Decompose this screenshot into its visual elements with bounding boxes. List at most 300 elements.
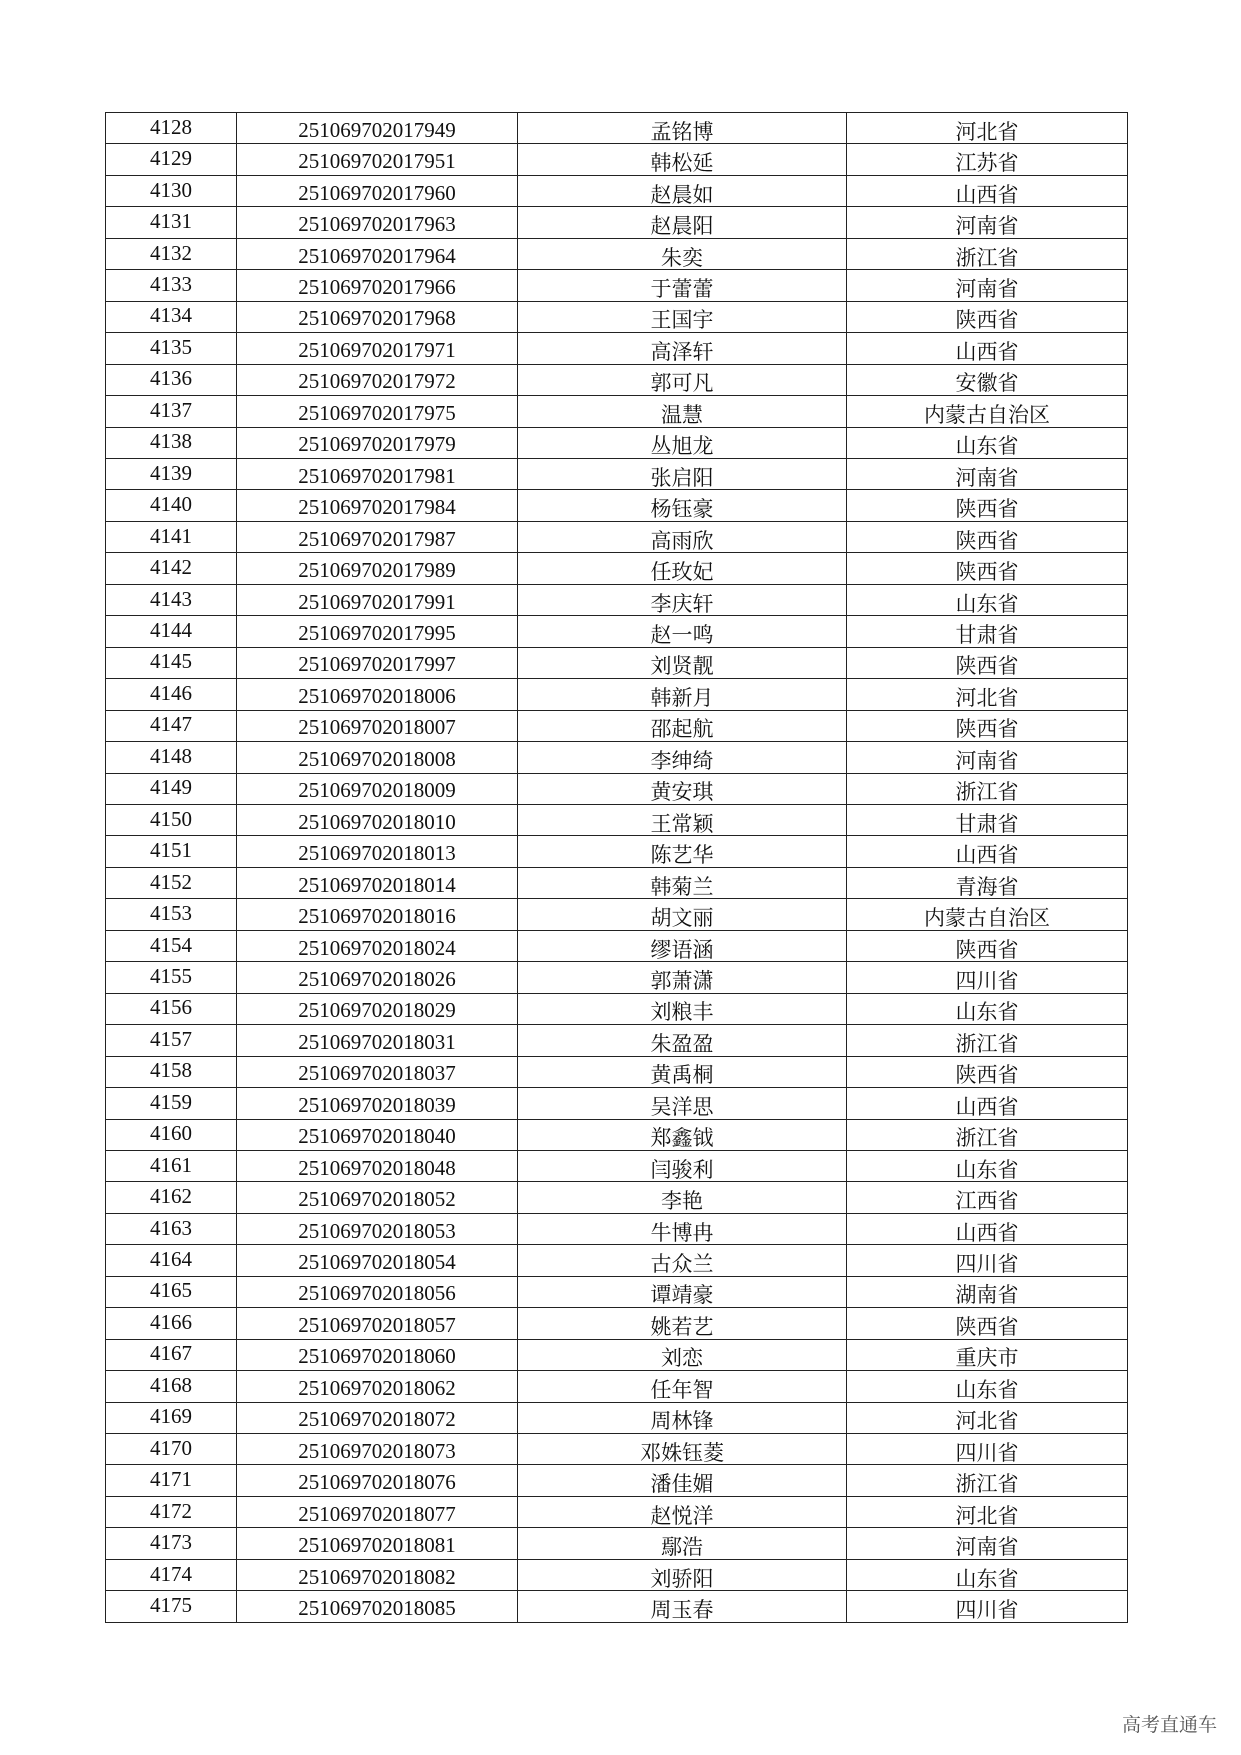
province-cell: [847, 238, 1128, 269]
exam-number: 251069702018077: [298, 1501, 456, 1526]
row-index: 4133: [150, 271, 192, 296]
exam-number-cell: [237, 113, 518, 144]
student-name: 刘粮丰: [650, 1000, 714, 1025]
table-row: [106, 710, 1128, 741]
student-name-cell: [518, 1056, 847, 1087]
row-index: 4158: [150, 1058, 192, 1083]
student-name-cell: [518, 238, 847, 269]
row-index-cell: [106, 427, 237, 458]
student-name-cell: [518, 930, 847, 961]
row-index-cell: [106, 584, 237, 615]
province: 陕西省: [955, 654, 1019, 679]
exam-number-cell: [237, 1591, 518, 1622]
student-name-cell: [518, 710, 847, 741]
exam-number-cell: [237, 144, 518, 175]
table-row: [106, 1496, 1128, 1527]
exam-number: 251069702018024: [298, 935, 456, 960]
exam-number: 251069702018054: [298, 1250, 456, 1275]
student-name: 潘佳媚: [650, 1472, 714, 1497]
row-index-cell: [106, 238, 237, 269]
student-name-cell: [518, 207, 847, 238]
province-cell: [847, 458, 1128, 489]
student-name: 任年智: [650, 1377, 714, 1402]
exam-number-cell: [237, 1182, 518, 1213]
table-row: [106, 144, 1128, 175]
exam-number: 251069702018016: [298, 904, 456, 929]
row-index-cell: [106, 742, 237, 773]
table-row: [106, 1339, 1128, 1370]
province: 山西省: [955, 1094, 1019, 1119]
exam-number-cell: [237, 364, 518, 395]
province: 陕西省: [955, 937, 1019, 962]
row-index-cell: [106, 270, 237, 301]
row-index: 4128: [150, 114, 192, 139]
student-name-cell: [518, 427, 847, 458]
table-row: [106, 490, 1128, 521]
exam-number: 251069702017984: [298, 495, 456, 520]
exam-number: 251069702018085: [298, 1596, 456, 1621]
student-name-cell: [518, 616, 847, 647]
row-index-cell: [106, 679, 237, 710]
table-row: [106, 1308, 1128, 1339]
row-index: 4147: [150, 712, 192, 737]
student-name-cell: [518, 647, 847, 678]
row-index-cell: [106, 899, 237, 930]
exam-number: 251069702018010: [298, 809, 456, 834]
row-index: 4148: [150, 743, 192, 768]
exam-number-cell: [237, 1371, 518, 1402]
table-row: [106, 679, 1128, 710]
row-index: 4159: [150, 1089, 192, 1114]
table-row: [106, 647, 1128, 678]
exam-number: 251069702018062: [298, 1375, 456, 1400]
table-row: [106, 899, 1128, 930]
student-name-cell: [518, 1150, 847, 1181]
student-name-cell: [518, 364, 847, 395]
province-cell: [847, 836, 1128, 867]
province: 四川省: [955, 1598, 1019, 1623]
exam-number: 251069702018013: [298, 841, 456, 866]
exam-number: 251069702018060: [298, 1344, 456, 1369]
province-cell: [847, 144, 1128, 175]
student-name-cell: [518, 1308, 847, 1339]
student-name-cell: [518, 773, 847, 804]
student-name-cell: [518, 1559, 847, 1590]
row-index-cell: [106, 836, 237, 867]
row-index: 4146: [150, 680, 192, 705]
row-index-cell: [106, 1339, 237, 1370]
province-cell: [847, 553, 1128, 584]
row-index-cell: [106, 490, 237, 521]
exam-number: 251069702018008: [298, 746, 456, 771]
student-name: 孟铭博: [650, 119, 714, 144]
row-index-cell: [106, 1056, 237, 1087]
student-name: 王国宇: [650, 308, 714, 333]
province: 山东省: [955, 591, 1019, 616]
student-name: 李艳: [661, 1189, 703, 1214]
exam-number-cell: [237, 1025, 518, 1056]
student-name-cell: [518, 1465, 847, 1496]
province: 山东省: [955, 1157, 1019, 1182]
province: 陕西省: [955, 560, 1019, 585]
student-name: 丛旭龙: [650, 434, 714, 459]
province-cell: [847, 742, 1128, 773]
student-name: 古众兰: [650, 1252, 714, 1277]
province-cell: [847, 521, 1128, 552]
exam-number: 251069702018057: [298, 1312, 456, 1337]
table-row: [106, 301, 1128, 332]
student-name-cell: [518, 553, 847, 584]
exam-number-cell: [237, 993, 518, 1024]
row-index: 4142: [150, 555, 192, 580]
exam-number: 251069702018040: [298, 1124, 456, 1149]
exam-number: 251069702018053: [298, 1218, 456, 1243]
province: 青海省: [955, 874, 1019, 899]
row-index-cell: [106, 1528, 237, 1559]
row-index-cell: [106, 867, 237, 898]
province: 四川省: [955, 1440, 1019, 1465]
table-row: [106, 1056, 1128, 1087]
student-name-cell: [518, 144, 847, 175]
exam-number-cell: [237, 930, 518, 961]
table-row: [106, 1402, 1128, 1433]
student-name: 郑鑫钺: [650, 1126, 714, 1151]
row-index: 4144: [150, 617, 192, 642]
row-index: 4167: [150, 1341, 192, 1366]
province-cell: [847, 647, 1128, 678]
row-index: 4136: [150, 366, 192, 391]
row-index: 4168: [150, 1372, 192, 1397]
province: 甘肃省: [955, 811, 1019, 836]
student-name: 谭靖豪: [650, 1283, 714, 1308]
row-index: 4132: [150, 240, 192, 265]
student-name: 任玫妃: [650, 560, 714, 585]
province: 山东省: [955, 1377, 1019, 1402]
exam-number: 251069702017949: [298, 117, 456, 142]
row-index-cell: [106, 364, 237, 395]
student-name: 赵晨阳: [650, 214, 714, 239]
province: 河北省: [955, 1503, 1019, 1528]
province: 河北省: [955, 1409, 1019, 1434]
exam-number-cell: [237, 710, 518, 741]
row-index: 4152: [150, 869, 192, 894]
exam-number: 251069702018082: [298, 1564, 456, 1589]
student-name-cell: [518, 962, 847, 993]
exam-number: 251069702017997: [298, 652, 456, 677]
exam-number: 251069702017987: [298, 526, 456, 551]
row-index: 4130: [150, 177, 192, 202]
exam-number-cell: [237, 962, 518, 993]
exam-number: 251069702017991: [298, 589, 456, 614]
student-name-cell: [518, 1025, 847, 1056]
exam-number-cell: [237, 458, 518, 489]
exam-number-cell: [237, 427, 518, 458]
row-index-cell: [106, 333, 237, 364]
province: 陕西省: [955, 308, 1019, 333]
province: 河南省: [955, 214, 1019, 239]
table-row: [106, 553, 1128, 584]
student-name-cell: [518, 867, 847, 898]
student-name-cell: [518, 742, 847, 773]
row-index-cell: [106, 1150, 237, 1181]
exam-number: 251069702018037: [298, 1061, 456, 1086]
table-row: [106, 1182, 1128, 1213]
student-name: 闫骏利: [650, 1157, 714, 1182]
exam-number: 251069702018031: [298, 1029, 456, 1054]
province: 河南省: [955, 465, 1019, 490]
table-row: [106, 1088, 1128, 1119]
exam-number-cell: [237, 521, 518, 552]
row-index: 4157: [150, 1026, 192, 1051]
exam-number: 251069702017971: [298, 337, 456, 362]
row-index: 4162: [150, 1184, 192, 1209]
student-name: 李庆轩: [650, 591, 714, 616]
province: 四川省: [955, 1252, 1019, 1277]
province-cell: [847, 113, 1128, 144]
row-index-cell: [106, 458, 237, 489]
table-row: [106, 1559, 1128, 1590]
student-name-cell: [518, 1371, 847, 1402]
province: 河北省: [955, 119, 1019, 144]
table-row: [106, 1528, 1128, 1559]
student-name: 邓姝钰菱: [640, 1440, 724, 1465]
student-name: 吴洋思: [650, 1094, 714, 1119]
student-name: 刘贤靓: [650, 654, 714, 679]
exam-number: 251069702018072: [298, 1407, 456, 1432]
exam-number-cell: [237, 553, 518, 584]
exam-number: 251069702017966: [298, 274, 456, 299]
student-name-cell: [518, 490, 847, 521]
province: 陕西省: [955, 717, 1019, 742]
table-row: [106, 1434, 1128, 1465]
row-index-cell: [106, 962, 237, 993]
table-row: [106, 804, 1128, 835]
exam-number-cell: [237, 396, 518, 427]
row-index: 4172: [150, 1498, 192, 1523]
province: 浙江省: [955, 1126, 1019, 1151]
row-index: 4134: [150, 303, 192, 328]
row-index-cell: [106, 553, 237, 584]
student-name-cell: [518, 175, 847, 206]
row-index-cell: [106, 521, 237, 552]
exam-number: 251069702018048: [298, 1155, 456, 1180]
row-index: 4140: [150, 492, 192, 517]
table-row: [106, 364, 1128, 395]
province-cell: [847, 804, 1128, 835]
exam-number-cell: [237, 238, 518, 269]
student-name: 杨钰豪: [650, 497, 714, 522]
student-name-cell: [518, 301, 847, 332]
row-index: 4173: [150, 1530, 192, 1555]
table-row: [106, 867, 1128, 898]
student-name: 缪语涵: [650, 937, 714, 962]
student-name-cell: [518, 993, 847, 1024]
province-cell: [847, 270, 1128, 301]
row-index-cell: [106, 1591, 237, 1622]
province-cell: [847, 1308, 1128, 1339]
exam-number-cell: [237, 647, 518, 678]
province-cell: [847, 1339, 1128, 1370]
province-cell: [847, 773, 1128, 804]
exam-number: 251069702018006: [298, 683, 456, 708]
row-index: 4137: [150, 397, 192, 422]
student-name: 赵晨如: [650, 182, 714, 207]
exam-number: 251069702018009: [298, 778, 456, 803]
student-name-cell: [518, 113, 847, 144]
province-cell: [847, 1276, 1128, 1307]
exam-number-cell: [237, 836, 518, 867]
province-cell: [847, 1591, 1128, 1622]
table-row: [106, 458, 1128, 489]
exam-number-cell: [237, 1056, 518, 1087]
student-name: 韩新月: [650, 685, 714, 710]
table-row: [106, 962, 1128, 993]
row-index-cell: [106, 804, 237, 835]
student-name-cell: [518, 836, 847, 867]
table-row: [106, 396, 1128, 427]
table-row: [106, 836, 1128, 867]
student-name-cell: [518, 804, 847, 835]
province-cell: [847, 1559, 1128, 1590]
province: 山东省: [955, 1566, 1019, 1591]
province: 河南省: [955, 748, 1019, 773]
table-row: [106, 1119, 1128, 1150]
province-cell: [847, 1496, 1128, 1527]
row-index: 4153: [150, 901, 192, 926]
exam-number: 251069702017979: [298, 432, 456, 457]
exam-number-cell: [237, 616, 518, 647]
table-row: [106, 1213, 1128, 1244]
row-index-cell: [106, 301, 237, 332]
student-name: 黄禹桐: [650, 1063, 714, 1088]
student-name-cell: [518, 1182, 847, 1213]
student-name: 韩松延: [650, 151, 714, 176]
student-name-cell: [518, 1276, 847, 1307]
province-cell: [847, 710, 1128, 741]
exam-number: 251069702017963: [298, 212, 456, 237]
row-index-cell: [106, 1402, 237, 1433]
table-row: [106, 616, 1128, 647]
row-index-cell: [106, 1434, 237, 1465]
row-index: 4150: [150, 806, 192, 831]
table-row: [106, 521, 1128, 552]
province: 江西省: [955, 1189, 1019, 1214]
province: 重庆市: [955, 1346, 1019, 1371]
exam-number-cell: [237, 207, 518, 238]
row-index-cell: [106, 1025, 237, 1056]
table-row: [106, 1591, 1128, 1622]
exam-number-cell: [237, 679, 518, 710]
table-row: [106, 584, 1128, 615]
student-name: 朱奕: [661, 245, 703, 270]
student-name: 温慧: [661, 402, 703, 427]
exam-number-cell: [237, 1402, 518, 1433]
province: 甘肃省: [955, 622, 1019, 647]
row-index: 4161: [150, 1152, 192, 1177]
student-name: 张启阳: [650, 465, 714, 490]
row-index-cell: [106, 1559, 237, 1590]
exam-number-cell: [237, 1465, 518, 1496]
row-index-cell: [106, 710, 237, 741]
province: 陕西省: [955, 497, 1019, 522]
province-cell: [847, 1528, 1128, 1559]
student-name: 高泽轩: [650, 339, 714, 364]
exam-number: 251069702018076: [298, 1470, 456, 1495]
exam-number-cell: [237, 270, 518, 301]
student-name: 王常颖: [650, 811, 714, 836]
province-cell: [847, 962, 1128, 993]
student-name-cell: [518, 899, 847, 930]
student-name-cell: [518, 1088, 847, 1119]
province-cell: [847, 1088, 1128, 1119]
student-name: 姚若艺: [650, 1314, 714, 1339]
student-name: 胡文丽: [650, 906, 714, 931]
student-name: 鄢浩: [661, 1535, 703, 1560]
student-name-cell: [518, 1528, 847, 1559]
student-name-cell: [518, 1402, 847, 1433]
table-row: [106, 333, 1128, 364]
table-row: [106, 930, 1128, 961]
student-name-cell: [518, 521, 847, 552]
watermark-text: 高考直通车: [1121, 1714, 1217, 1736]
exam-number: 251069702018073: [298, 1438, 456, 1463]
row-index: 4141: [150, 523, 192, 548]
province: 浙江省: [955, 245, 1019, 270]
row-index-cell: [106, 175, 237, 206]
table-row: [106, 427, 1128, 458]
province-cell: [847, 679, 1128, 710]
province: 浙江省: [955, 1472, 1019, 1497]
exam-number: 251069702018081: [298, 1533, 456, 1558]
exam-number-cell: [237, 1559, 518, 1590]
row-index: 4149: [150, 775, 192, 800]
province-cell: [847, 1245, 1128, 1276]
row-index-cell: [106, 396, 237, 427]
student-name: 赵一鸣: [650, 622, 714, 647]
exam-number: 251069702017951: [298, 149, 456, 174]
exam-number-cell: [237, 1119, 518, 1150]
row-index-cell: [106, 1245, 237, 1276]
row-index: 4131: [150, 209, 192, 234]
row-index-cell: [106, 1276, 237, 1307]
exam-number-cell: [237, 584, 518, 615]
province-cell: [847, 1056, 1128, 1087]
exam-number-cell: [237, 1434, 518, 1465]
province-cell: [847, 584, 1128, 615]
exam-number-cell: [237, 1245, 518, 1276]
table-row: [106, 113, 1128, 144]
province: 陕西省: [955, 1063, 1019, 1088]
row-index: 4175: [150, 1593, 192, 1618]
student-name: 赵悦洋: [650, 1503, 714, 1528]
province-cell: [847, 1150, 1128, 1181]
exam-number: 251069702017972: [298, 369, 456, 394]
student-name: 高雨欣: [650, 528, 714, 553]
table-row: [106, 1245, 1128, 1276]
student-name: 韩菊兰: [650, 874, 714, 899]
row-index-cell: [106, 930, 237, 961]
province: 山西省: [955, 843, 1019, 868]
table-row: [106, 175, 1128, 206]
student-name-cell: [518, 270, 847, 301]
province-cell: [847, 930, 1128, 961]
province-cell: [847, 616, 1128, 647]
row-index-cell: [106, 993, 237, 1024]
student-name: 邵起航: [650, 717, 714, 742]
province: 河南省: [955, 276, 1019, 301]
student-name: 牛博冉: [650, 1220, 714, 1245]
province: 河北省: [955, 685, 1019, 710]
